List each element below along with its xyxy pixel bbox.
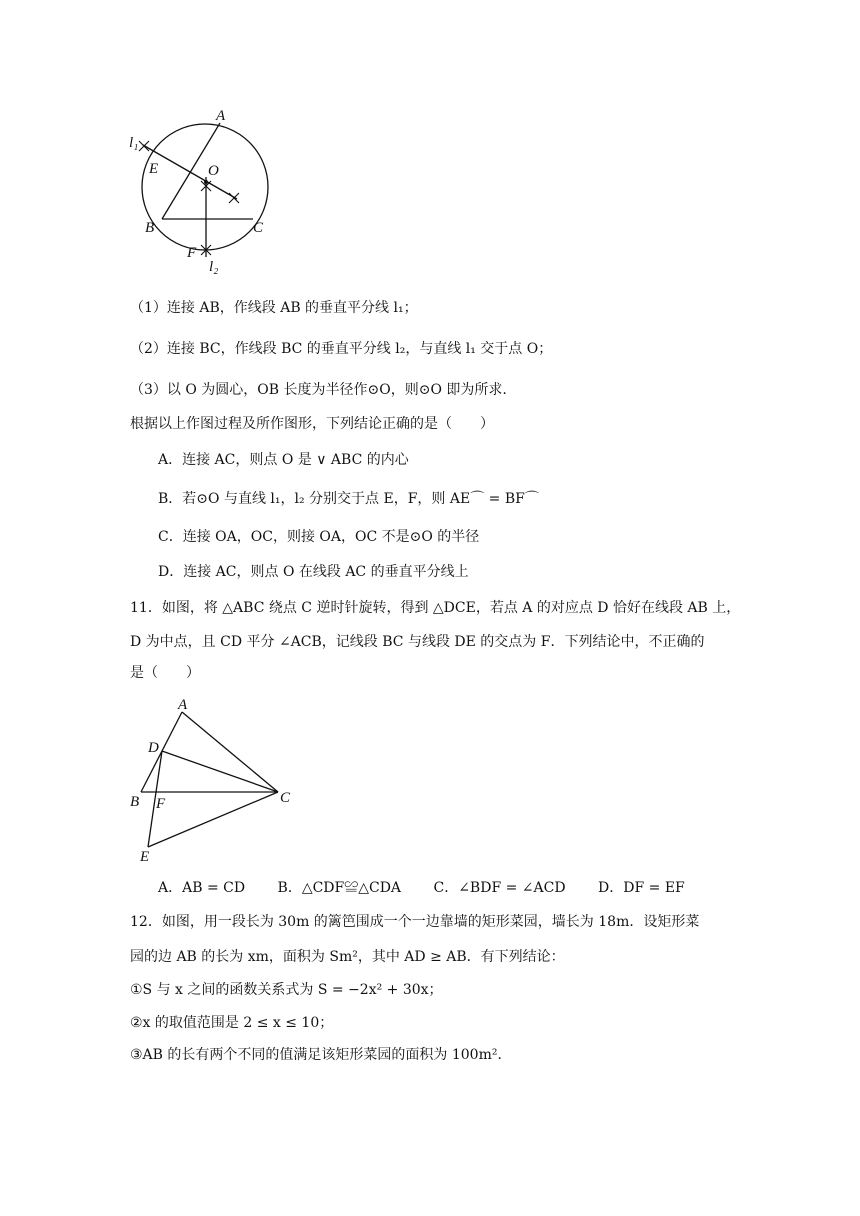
label-c: C — [253, 220, 264, 236]
q12-conclusion-3: ③AB 的长有两个不同的值满足该矩形菜园的面积为 100m²． — [130, 1047, 512, 1063]
label-l2: l₂ — [209, 259, 219, 275]
step-3: （3）以 O 为圆心，OB 长度为半径作⊙O，则⊙O 即为所求. — [130, 382, 507, 398]
segment-ec — [148, 792, 278, 847]
label-a: A — [178, 697, 188, 713]
q11-options: A．AB = CD B．△CDF≌△CDA C．∠BDF = ∠ACD D．DF = EF — [158, 880, 685, 896]
q12-conclusion-1: ①S 与 x 之间的函数关系式为 S = −2x² + 30x； — [130, 982, 443, 998]
segment-dc — [162, 751, 278, 792]
q10-prompt: 根据以上作图过程及所作图形，下列结论正确的是（ ） — [130, 416, 494, 432]
q10-option-d: D．连接 AC，则点 O 在线段 AC 的垂直平分线上 — [158, 564, 469, 580]
label-f: F — [156, 796, 166, 812]
label-l1: l₁ — [129, 135, 139, 151]
step-1: （1）连接 AB，作线段 AB 的垂直平分线 l₁； — [130, 300, 418, 316]
circle-construction-figure — [125, 105, 285, 275]
q12-conclusion-2: ②x 的取值范围是 2 ≤ x ≤ 10； — [130, 1015, 334, 1031]
label-a: A — [216, 108, 226, 124]
triangle-rotation-figure — [128, 695, 308, 865]
label-e: E — [140, 849, 150, 865]
segment-ac — [182, 712, 278, 792]
q10-option-b: B．若⊙O 与直线 l₁，l₂ 分别交于点 E，F，则 AE⌒ = BF⌒ — [158, 491, 539, 507]
label-e: E — [149, 161, 159, 177]
q11-line-3: 是（ ） — [130, 665, 200, 681]
q11-line-1: 11．如图，将 △ABC 绕点 C 逆时针旋转，得到 △DCE，若点 A 的对应点 D 恰好在线段 AB 上， — [130, 600, 741, 616]
arc-mark-l1-bottom — [229, 193, 239, 203]
step-2: （2）连接 BC，作线段 BC 的垂直平分线 l₂，与直线 l₁ 交于点 O； — [130, 341, 553, 357]
arc-mark-l1-top — [139, 141, 149, 151]
label-b: B — [145, 220, 155, 236]
point-o — [204, 180, 208, 184]
q10-option-a: A．连接 AC，则点 O 是 ∨ ABC 的内心 — [158, 452, 409, 468]
label-c: C — [280, 790, 291, 806]
q11-line-2: D 为中点，且 CD 平分 ∠ACB，记线段 BC 与线段 DE 的交点为 F．下列结论中，不正确的 — [130, 634, 705, 650]
q12-line-1: 12．如图，用一段长为 30m 的篱笆围成一个一边靠墙的矩形菜园，墙长为 18m．设矩形菜 — [130, 914, 700, 930]
label-f: F — [187, 245, 197, 261]
label-d: D — [148, 740, 159, 756]
label-b: B — [130, 794, 140, 810]
q10-option-c: C．连接 OA，OC，则接 OA，OC 不是⊙O 的半径 — [158, 529, 480, 545]
q12-line-2: 园的边 AB 的长为 xm，面积为 Sm²，其中 AD ≥ AB．有下列结论： — [130, 949, 565, 965]
label-o: O — [208, 163, 219, 179]
